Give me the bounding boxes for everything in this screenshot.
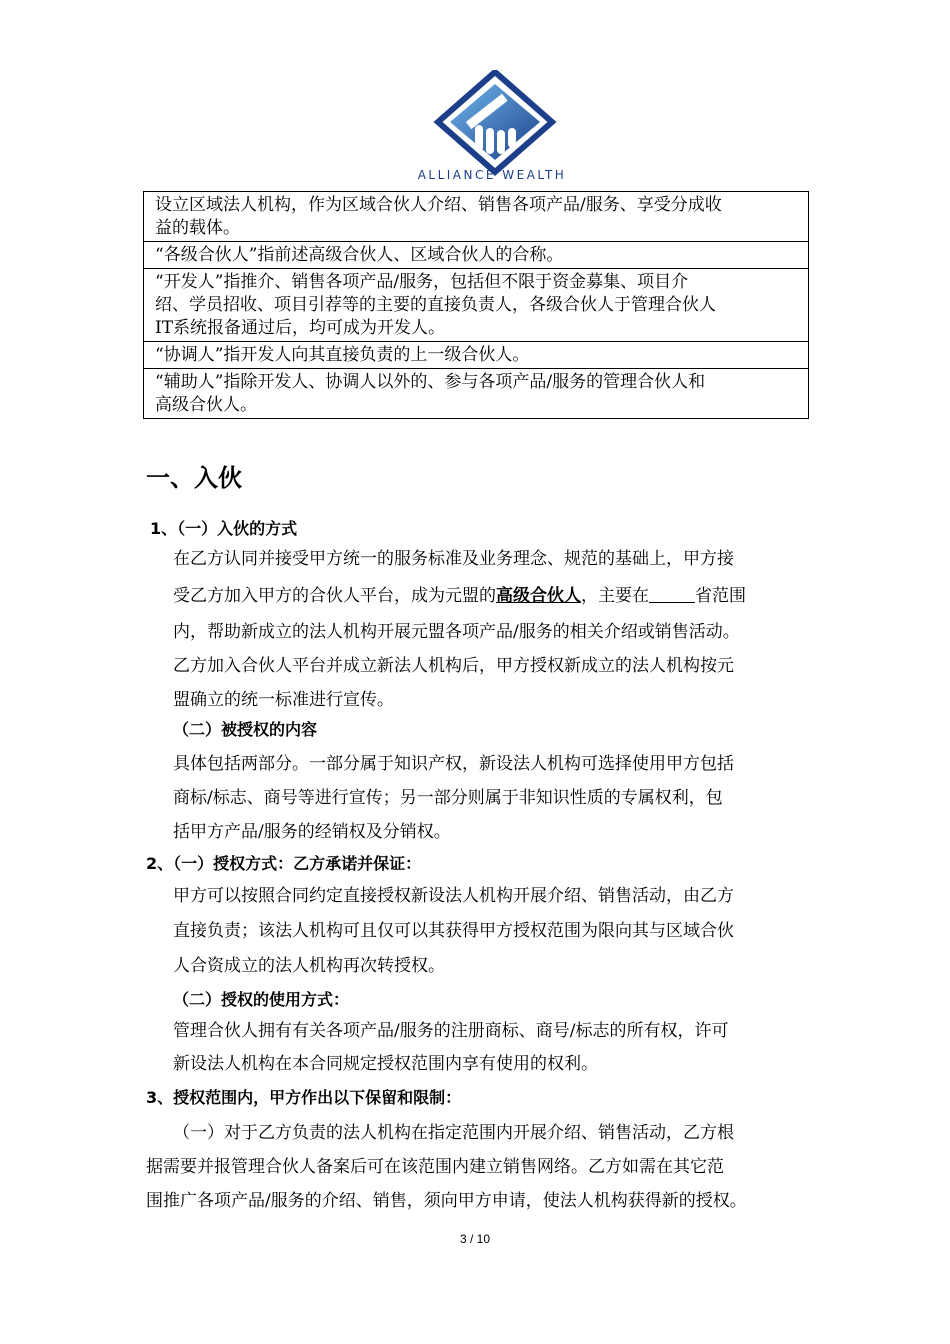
text-run: 受乙方加入甲方的合伙人平台，成为元盟的 (173, 586, 496, 606)
definition-line: 绍、学员招收、项目引荐等的主要的直接负责人，各级合伙人于管理合伙人 (155, 295, 716, 315)
definition-line: 设立区域法人机构，作为区域合伙人介绍、销售各项产品/服务、享受分成收 (155, 195, 722, 215)
definition-line: IT系统报备通过后，均可成为开发人。 (155, 318, 446, 338)
definitions-table (143, 191, 809, 419)
blank-field (649, 584, 695, 603)
definition-line: 益的载体。 (155, 218, 240, 238)
clause-1-heading: 1、（一）入伙的方式 (150, 519, 298, 538)
paragraph-line: 具体包括两部分。一部分属于知识产权，新设法人机构可选择使用甲方包括 (173, 754, 734, 774)
paragraph-line: 商标/标志、商号等进行宣传；另一部分则属于非知识性质的专属权利，包 (173, 788, 723, 808)
definition-line: “协调人”指开发人向其直接负责的上一级合伙人。 (155, 345, 530, 365)
definition-row (144, 192, 808, 242)
definition-row (144, 242, 808, 269)
paragraph-line (173, 584, 746, 608)
subclause-heading: （二）被授权的内容 (173, 720, 318, 739)
paragraph-line: 内，帮助新成立的法人机构开展元盟各项产品/服务的相关介绍或销售活动。 (173, 622, 740, 642)
paragraph-line: 围推广各项产品/服务的介绍、销售，须向甲方申请，使法人机构获得新的授权。 (146, 1191, 747, 1211)
paragraph-line: 乙方加入合伙人平台并成立新法人机构后，甲方授权新成立的法人机构按元 (173, 656, 734, 676)
clause-2-heading: 2、（一）授权方式：乙方承诺并保证： (146, 854, 422, 873)
page-number: 3 / 10 (459, 1232, 491, 1246)
text-run: 省范围 (695, 586, 746, 606)
definition-row (144, 369, 808, 418)
paragraph-line: 在乙方认同并接受甲方统一的服务标准及业务理念、规范的基础上，甲方接 (173, 549, 734, 569)
highlighted-term: 高级合伙人 (496, 586, 581, 606)
paragraph-line: 盟确立的统一标准进行宣传。 (173, 690, 394, 710)
paragraph-line: 甲方可以按照合同约定直接授权新设法人机构开展介绍、销售活动，由乙方 (173, 886, 734, 906)
paragraph-line: 直接负责；该法人机构可且仅可以其获得甲方授权范围为限向其与区域合伙 (173, 921, 734, 941)
definition-row (144, 269, 808, 342)
paragraph-line: 括甲方产品/服务的经销权及分销权。 (173, 822, 451, 842)
definition-line: “辅助人”指除开发人、协调人以外的、参与各项产品/服务的管理合伙人和 (155, 372, 706, 392)
paragraph-line: 人合资成立的法人机构再次转授权。 (173, 956, 445, 976)
section-title: 一、入伙 (146, 464, 242, 492)
definition-line: 高级合伙人。 (155, 395, 257, 415)
clause-3-heading: 3、授权范围内，甲方作出以下保留和限制： (146, 1088, 462, 1107)
logo-wordmark: ALLIANCE WEALTH (417, 168, 567, 182)
definition-line: “各级合伙人”指前述高级合伙人、区域合伙人的合称。 (155, 245, 564, 265)
paragraph-line: 新设法人机构在本合同规定授权范围内享有使用的权利。 (173, 1054, 598, 1074)
paragraph-line: （一）对于乙方负责的法人机构在指定范围内开展介绍、销售活动，乙方根 (173, 1123, 734, 1143)
definition-row (144, 342, 808, 369)
subclause-heading: （二）授权的使用方式： (173, 990, 350, 1009)
paragraph-line: 据需要并报管理合伙人备案后可在该范围内建立销售网络。乙方如需在其它范 (146, 1157, 724, 1177)
text-run: ，主要在 (581, 586, 649, 606)
paragraph-line: 管理合伙人拥有有关各项产品/服务的注册商标、商号/标志的所有权，许可 (173, 1021, 729, 1041)
definition-line: “开发人”指推介、销售各项产品/服务，包括但不限于资金募集、项目介 (155, 272, 689, 292)
